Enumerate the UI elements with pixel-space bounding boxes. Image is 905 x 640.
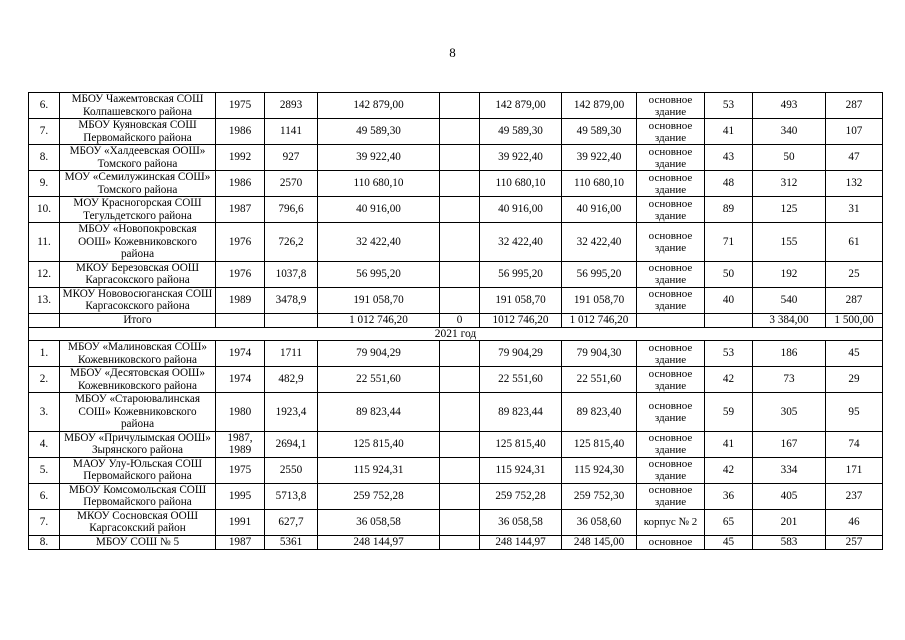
row-number: 12. (29, 261, 60, 287)
wear-percent: 53 (705, 341, 753, 367)
row-number: 8. (29, 145, 60, 171)
row-number: 6. (29, 483, 60, 509)
cost-federal (440, 197, 480, 223)
build-year: 1975 (216, 93, 265, 119)
row-number: 1. (29, 341, 60, 367)
building-purpose: основное здание (637, 367, 705, 393)
year-heading: 2021 год (29, 327, 883, 341)
cost-total: 56 995,20 (318, 261, 440, 287)
places-count: 287 (826, 93, 883, 119)
cost-total: 115 924,31 (318, 457, 440, 483)
building-purpose: основное здание (637, 457, 705, 483)
students-count: 73 (753, 367, 826, 393)
build-year: 1995 (216, 483, 265, 509)
cost-regional: 32 422,40 (480, 223, 562, 262)
school-name: МБОУ «Причулымская ООШ» Зырянского района (60, 431, 216, 457)
students-count: 155 (753, 223, 826, 262)
cost-regional: 56 995,20 (480, 261, 562, 287)
cost-final: 22 551,60 (562, 367, 637, 393)
cost-federal (440, 223, 480, 262)
cost-federal (440, 119, 480, 145)
cost-regional: 79 904,29 (480, 341, 562, 367)
building-purpose: основное здание (637, 119, 705, 145)
row-number: 2. (29, 367, 60, 393)
students-count: 50 (753, 145, 826, 171)
total-places: 1 500,00 (826, 313, 883, 327)
area: 1923,4 (265, 393, 318, 432)
places-count: 47 (826, 145, 883, 171)
cost-regional: 125 815,40 (480, 431, 562, 457)
area: 1711 (265, 341, 318, 367)
area: 5713,8 (265, 483, 318, 509)
students-count: 334 (753, 457, 826, 483)
row-number: 11. (29, 223, 60, 262)
building-purpose: основное здание (637, 93, 705, 119)
school-name: МОУ «Семилужинская СОШ» Томского района (60, 171, 216, 197)
building-purpose: основное здание (637, 145, 705, 171)
area: 3478,9 (265, 287, 318, 313)
total-cost3: 1012 746,20 (480, 313, 562, 327)
cost-federal (440, 367, 480, 393)
cost-regional: 39 922,40 (480, 145, 562, 171)
table-row (29, 145, 883, 171)
cost-final: 259 752,30 (562, 483, 637, 509)
page-number: 8 (449, 45, 456, 60)
rows-after (29, 341, 883, 550)
cost-total: 36 058,58 (318, 509, 440, 535)
area: 2893 (265, 93, 318, 119)
total-cost2: 0 (440, 313, 480, 327)
area: 1037,8 (265, 261, 318, 287)
table-row (29, 431, 883, 457)
wear-percent: 48 (705, 171, 753, 197)
table-row (29, 223, 883, 262)
cost-total: 89 823,44 (318, 393, 440, 432)
building-purpose: основное здание (637, 223, 705, 262)
school-repair-table (28, 92, 883, 550)
wear-percent: 45 (705, 535, 753, 549)
cost-federal (440, 287, 480, 313)
table-row (29, 535, 883, 549)
cost-federal (440, 145, 480, 171)
places-count: 74 (826, 431, 883, 457)
build-year: 1987 (216, 197, 265, 223)
places-count: 132 (826, 171, 883, 197)
cost-final: 79 904,30 (562, 341, 637, 367)
places-count: 25 (826, 261, 883, 287)
total-students: 3 384,00 (753, 313, 826, 327)
cost-regional: 142 879,00 (480, 93, 562, 119)
school-name: МБОУ Комсомольская СОШ Первомайского района (60, 483, 216, 509)
table-row (29, 287, 883, 313)
build-year: 1987 (216, 535, 265, 549)
wear-percent: 42 (705, 367, 753, 393)
cost-regional: 36 058,58 (480, 509, 562, 535)
build-year: 1975 (216, 457, 265, 483)
build-year: 1991 (216, 509, 265, 535)
places-count: 171 (826, 457, 883, 483)
students-count: 583 (753, 535, 826, 549)
build-year: 1980 (216, 393, 265, 432)
cost-regional: 22 551,60 (480, 367, 562, 393)
cost-regional: 191 058,70 (480, 287, 562, 313)
building-purpose: основное здание (637, 483, 705, 509)
area: 1141 (265, 119, 318, 145)
cost-total: 49 589,30 (318, 119, 440, 145)
total-cost4: 1 012 746,20 (562, 313, 637, 327)
cost-final: 40 916,00 (562, 197, 637, 223)
row-number: 10. (29, 197, 60, 223)
area: 627,7 (265, 509, 318, 535)
building-purpose: основное (637, 535, 705, 549)
cost-final: 248 145,00 (562, 535, 637, 549)
total-label: Итого (60, 313, 216, 327)
cost-federal (440, 341, 480, 367)
cost-federal (440, 457, 480, 483)
cost-total: 259 752,28 (318, 483, 440, 509)
places-count: 107 (826, 119, 883, 145)
wear-percent: 41 (705, 431, 753, 457)
build-year: 1992 (216, 145, 265, 171)
table-row (29, 261, 883, 287)
school-name: МКОУ Сосновская ООШ Каргасокский район (60, 509, 216, 535)
cost-total: 40 916,00 (318, 197, 440, 223)
cost-final: 56 995,20 (562, 261, 637, 287)
wear-percent: 41 (705, 119, 753, 145)
cost-final: 39 922,40 (562, 145, 637, 171)
row-number: 13. (29, 287, 60, 313)
table-row (29, 93, 883, 119)
cost-total: 39 922,40 (318, 145, 440, 171)
build-year: 1987, 1989 (216, 431, 265, 457)
cost-total: 142 879,00 (318, 93, 440, 119)
build-year: 1986 (216, 119, 265, 145)
build-year: 1986 (216, 171, 265, 197)
area: 2550 (265, 457, 318, 483)
table-row (29, 119, 883, 145)
table-row (29, 509, 883, 535)
students-count: 540 (753, 287, 826, 313)
area: 726,2 (265, 223, 318, 262)
students-count: 186 (753, 341, 826, 367)
cost-regional: 110 680,10 (480, 171, 562, 197)
cost-final: 49 589,30 (562, 119, 637, 145)
building-purpose: корпус № 2 (637, 509, 705, 535)
school-name: МКОУ Березовская ООШ Каргасокского района (60, 261, 216, 287)
table-row (29, 367, 883, 393)
table-row (29, 171, 883, 197)
table-row (29, 197, 883, 223)
building-purpose: основное здание (637, 197, 705, 223)
school-name: МКОУ Нововосюганская СОШ Каргасокского района (60, 287, 216, 313)
places-count: 45 (826, 341, 883, 367)
school-name: МБОУ «Халдеевская ООШ» Томского района (60, 145, 216, 171)
table-row (29, 483, 883, 509)
cost-total: 32 422,40 (318, 223, 440, 262)
cost-federal (440, 171, 480, 197)
build-year: 1976 (216, 261, 265, 287)
students-count: 167 (753, 431, 826, 457)
wear-percent: 43 (705, 145, 753, 171)
row-number: 9. (29, 171, 60, 197)
cost-regional: 89 823,44 (480, 393, 562, 432)
school-name: МБОУ «Малиновская СОШ» Кожевниковского района (60, 341, 216, 367)
wear-percent: 42 (705, 457, 753, 483)
places-count: 237 (826, 483, 883, 509)
area: 482,9 (265, 367, 318, 393)
school-name: МБОУ Чажемтовская СОШ Колпашевского района (60, 93, 216, 119)
cost-total: 110 680,10 (318, 171, 440, 197)
school-name: МБОУ «Десятовская ООШ» Кожевниковского района (60, 367, 216, 393)
build-year: 1989 (216, 287, 265, 313)
wear-percent: 65 (705, 509, 753, 535)
cost-federal (440, 509, 480, 535)
cost-final: 191 058,70 (562, 287, 637, 313)
cost-final: 115 924,30 (562, 457, 637, 483)
table-row (29, 393, 883, 432)
wear-percent: 89 (705, 197, 753, 223)
school-name: МБОУ СОШ № 5 (60, 535, 216, 549)
wear-percent: 53 (705, 93, 753, 119)
cost-final: 125 815,40 (562, 431, 637, 457)
area: 2694,1 (265, 431, 318, 457)
cost-final: 142 879,00 (562, 93, 637, 119)
school-name: МБОУ «Староювалинская СОШ» Кожевниковского района (60, 393, 216, 432)
wear-percent: 40 (705, 287, 753, 313)
cost-total: 248 144,97 (318, 535, 440, 549)
places-count: 61 (826, 223, 883, 262)
cost-final: 36 058,60 (562, 509, 637, 535)
places-count: 46 (826, 509, 883, 535)
row-number: 6. (29, 93, 60, 119)
cost-regional: 115 924,31 (480, 457, 562, 483)
area: 927 (265, 145, 318, 171)
building-purpose: основное здание (637, 261, 705, 287)
places-count: 257 (826, 535, 883, 549)
wear-percent: 71 (705, 223, 753, 262)
row-number: 7. (29, 509, 60, 535)
places-count: 31 (826, 197, 883, 223)
students-count: 305 (753, 393, 826, 432)
year-heading-row (29, 327, 883, 341)
school-name: МАОУ Улу-Юльская СОШ Первомайского района (60, 457, 216, 483)
building-purpose: основное здание (637, 431, 705, 457)
total-section (29, 313, 883, 341)
cost-federal (440, 261, 480, 287)
cost-regional: 40 916,00 (480, 197, 562, 223)
cost-total: 79 904,29 (318, 341, 440, 367)
building-purpose: основное здание (637, 341, 705, 367)
build-year: 1974 (216, 341, 265, 367)
build-year: 1974 (216, 367, 265, 393)
students-count: 192 (753, 261, 826, 287)
cost-federal (440, 535, 480, 549)
places-count: 95 (826, 393, 883, 432)
total-cost1: 1 012 746,20 (318, 313, 440, 327)
students-count: 312 (753, 171, 826, 197)
row-number: 8. (29, 535, 60, 549)
area: 796,6 (265, 197, 318, 223)
wear-percent: 50 (705, 261, 753, 287)
building-purpose: основное здание (637, 171, 705, 197)
total-row (29, 313, 883, 327)
rows-before (29, 93, 883, 314)
building-purpose: основное здание (637, 393, 705, 432)
places-count: 29 (826, 367, 883, 393)
area: 2570 (265, 171, 318, 197)
row-number: 4. (29, 431, 60, 457)
cost-regional: 259 752,28 (480, 483, 562, 509)
cost-total: 22 551,60 (318, 367, 440, 393)
row-number: 5. (29, 457, 60, 483)
students-count: 125 (753, 197, 826, 223)
cost-regional: 248 144,97 (480, 535, 562, 549)
school-name: МБОУ Куяновская СОШ Первомайского района (60, 119, 216, 145)
building-purpose: основное здание (637, 287, 705, 313)
cost-final: 89 823,40 (562, 393, 637, 432)
build-year: 1976 (216, 223, 265, 262)
students-count: 405 (753, 483, 826, 509)
wear-percent: 36 (705, 483, 753, 509)
cost-federal (440, 93, 480, 119)
row-number: 3. (29, 393, 60, 432)
school-name: МБОУ «Новопокровская ООШ» Кожевниковского района (60, 223, 216, 262)
cost-final: 110 680,10 (562, 171, 637, 197)
cost-total: 125 815,40 (318, 431, 440, 457)
cost-federal (440, 393, 480, 432)
cost-federal (440, 483, 480, 509)
places-count: 287 (826, 287, 883, 313)
area: 5361 (265, 535, 318, 549)
wear-percent: 59 (705, 393, 753, 432)
students-count: 201 (753, 509, 826, 535)
school-name: МОУ Красногорская СОШ Тегульдетского района (60, 197, 216, 223)
students-count: 493 (753, 93, 826, 119)
table-row (29, 457, 883, 483)
cost-final: 32 422,40 (562, 223, 637, 262)
cost-regional: 49 589,30 (480, 119, 562, 145)
cost-total: 191 058,70 (318, 287, 440, 313)
table-row (29, 341, 883, 367)
row-number: 7. (29, 119, 60, 145)
cost-federal (440, 431, 480, 457)
students-count: 340 (753, 119, 826, 145)
